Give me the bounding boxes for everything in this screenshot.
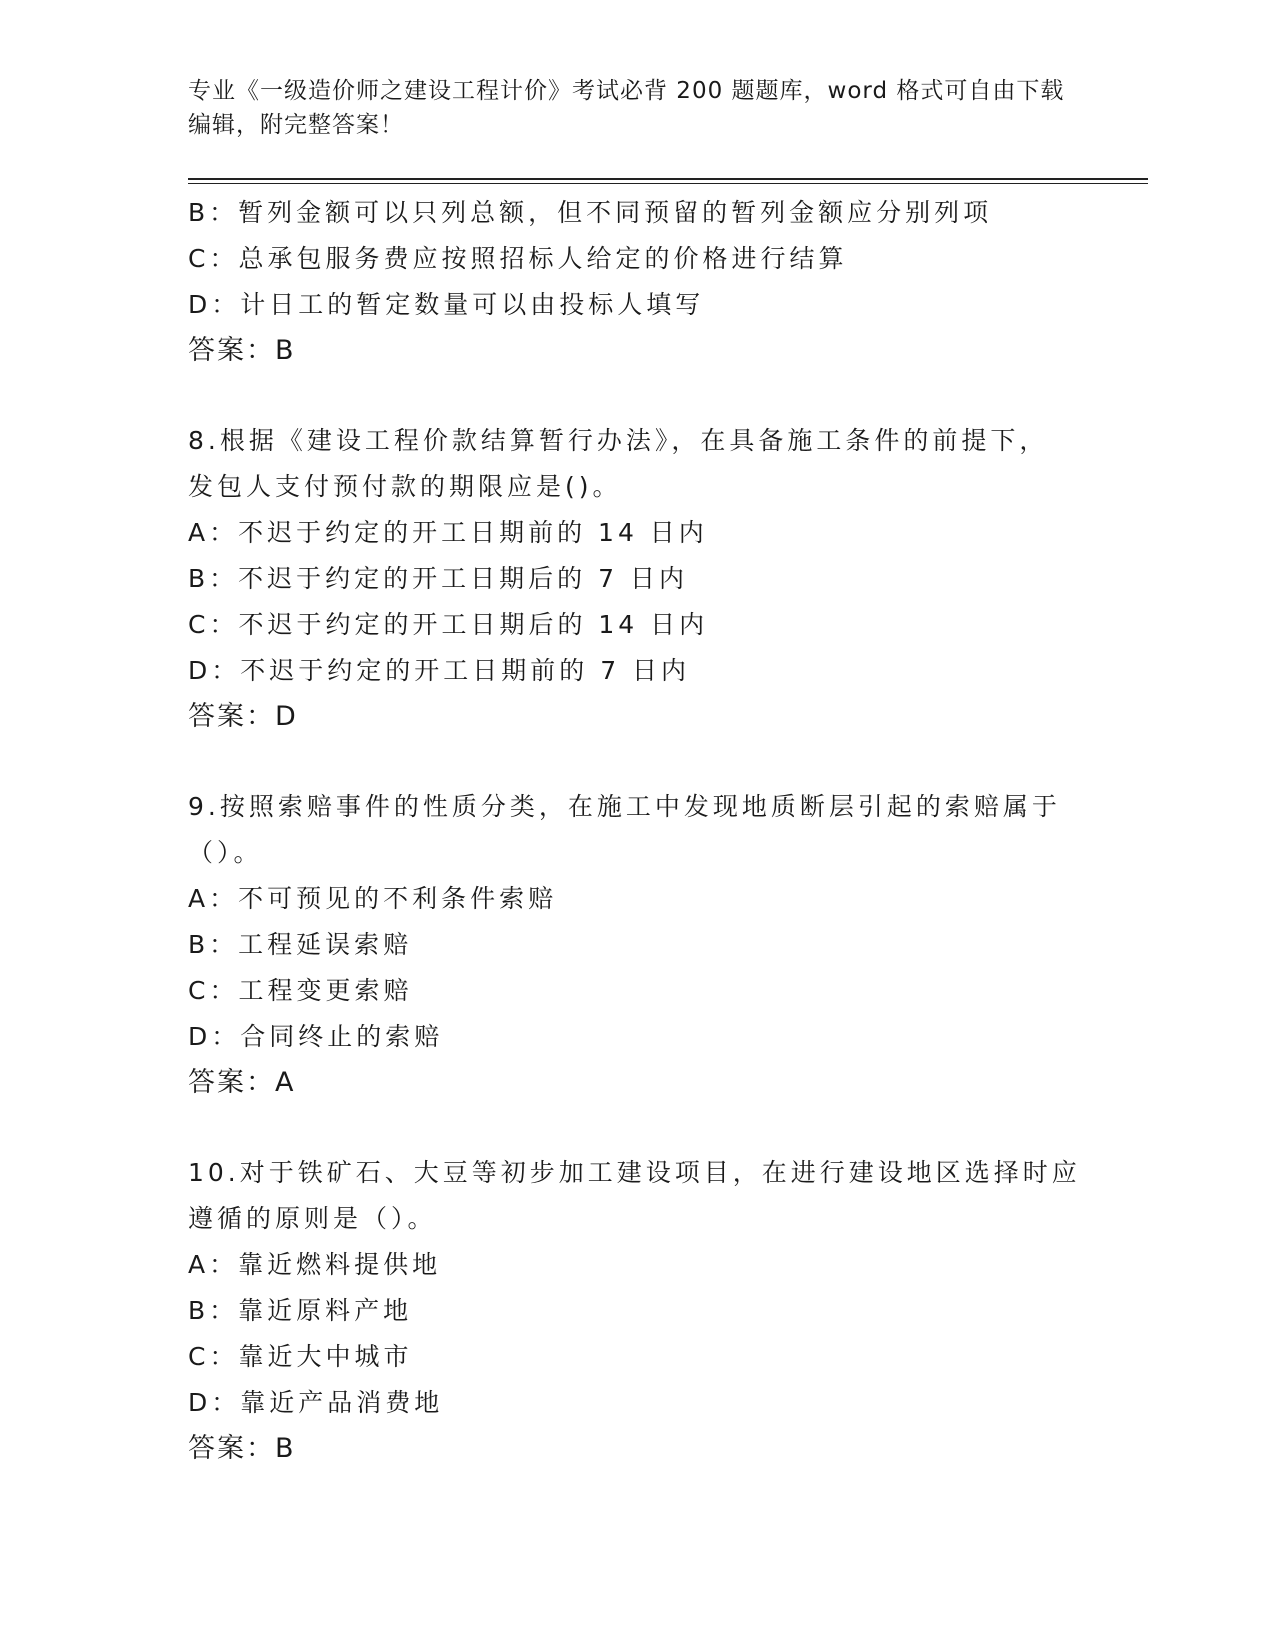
header-line-2: 编辑，附完整答案！ (188, 112, 404, 138)
answer: 答案：D (188, 701, 298, 732)
option-c: C：靠近大中城市 (188, 1342, 413, 1371)
option-a: A：靠近燃料提供地 (188, 1250, 442, 1279)
option-c: C：总承包服务费应按照招标人给定的价格进行结算 (188, 244, 848, 273)
question-stem: 9.按照索赔事件的性质分类，在施工中发现地质断层引起的索赔属于 (188, 792, 1061, 821)
option-b: B：工程延误索赔 (188, 930, 413, 959)
question-stem: 8.根据《建设工程价款结算暂行办法》，在具备施工条件的前提下， (188, 426, 1049, 455)
option-c: C：工程变更索赔 (188, 976, 413, 1005)
question-9 (188, 784, 1148, 1106)
spacer (188, 374, 1148, 418)
answer: 答案：B (188, 335, 296, 366)
question-stem-cont: 遵循的原则是（）。 (188, 1204, 437, 1233)
option-b: B：靠近原料产地 (188, 1296, 413, 1325)
header-line-1: 专业《一级造价师之建设工程计价》考试必背 200 题题库，word 格式可自由下载 (188, 78, 1065, 104)
spacer (188, 740, 1148, 784)
option-a: A：不可预见的不利条件索赔 (188, 884, 558, 913)
spacer (188, 1106, 1148, 1150)
document-header (188, 74, 1088, 142)
answer: 答案：B (188, 1433, 296, 1464)
option-d: D：不迟于约定的开工日期前的 7 日内 (188, 656, 691, 685)
option-b: B：不迟于约定的开工日期后的 7 日内 (188, 564, 688, 593)
answer: 答案：A (188, 1067, 296, 1098)
option-b: B：暂列金额可以只列总额，但不同预留的暂列金额应分别列项 (188, 198, 993, 227)
question-stem-cont: （）。 (188, 838, 263, 867)
question-stem: 10.对于铁矿石、大豆等初步加工建设项目，在进行建设地区选择时应 (188, 1158, 1081, 1187)
header-divider (188, 178, 1148, 184)
prev-question (188, 190, 1148, 374)
question-stem-cont: 发包人支付预付款的期限应是()。 (188, 472, 622, 501)
option-d: D：计日工的暂定数量可以由投标人填写 (188, 290, 705, 319)
option-d: D：合同终止的索赔 (188, 1022, 444, 1051)
option-c: C：不迟于约定的开工日期后的 14 日内 (188, 610, 709, 639)
option-a: A：不迟于约定的开工日期前的 14 日内 (188, 518, 708, 547)
question-8 (188, 418, 1148, 740)
option-d: D：靠近产品消费地 (188, 1388, 444, 1417)
question-10 (188, 1150, 1148, 1472)
question-list (188, 190, 1148, 1472)
